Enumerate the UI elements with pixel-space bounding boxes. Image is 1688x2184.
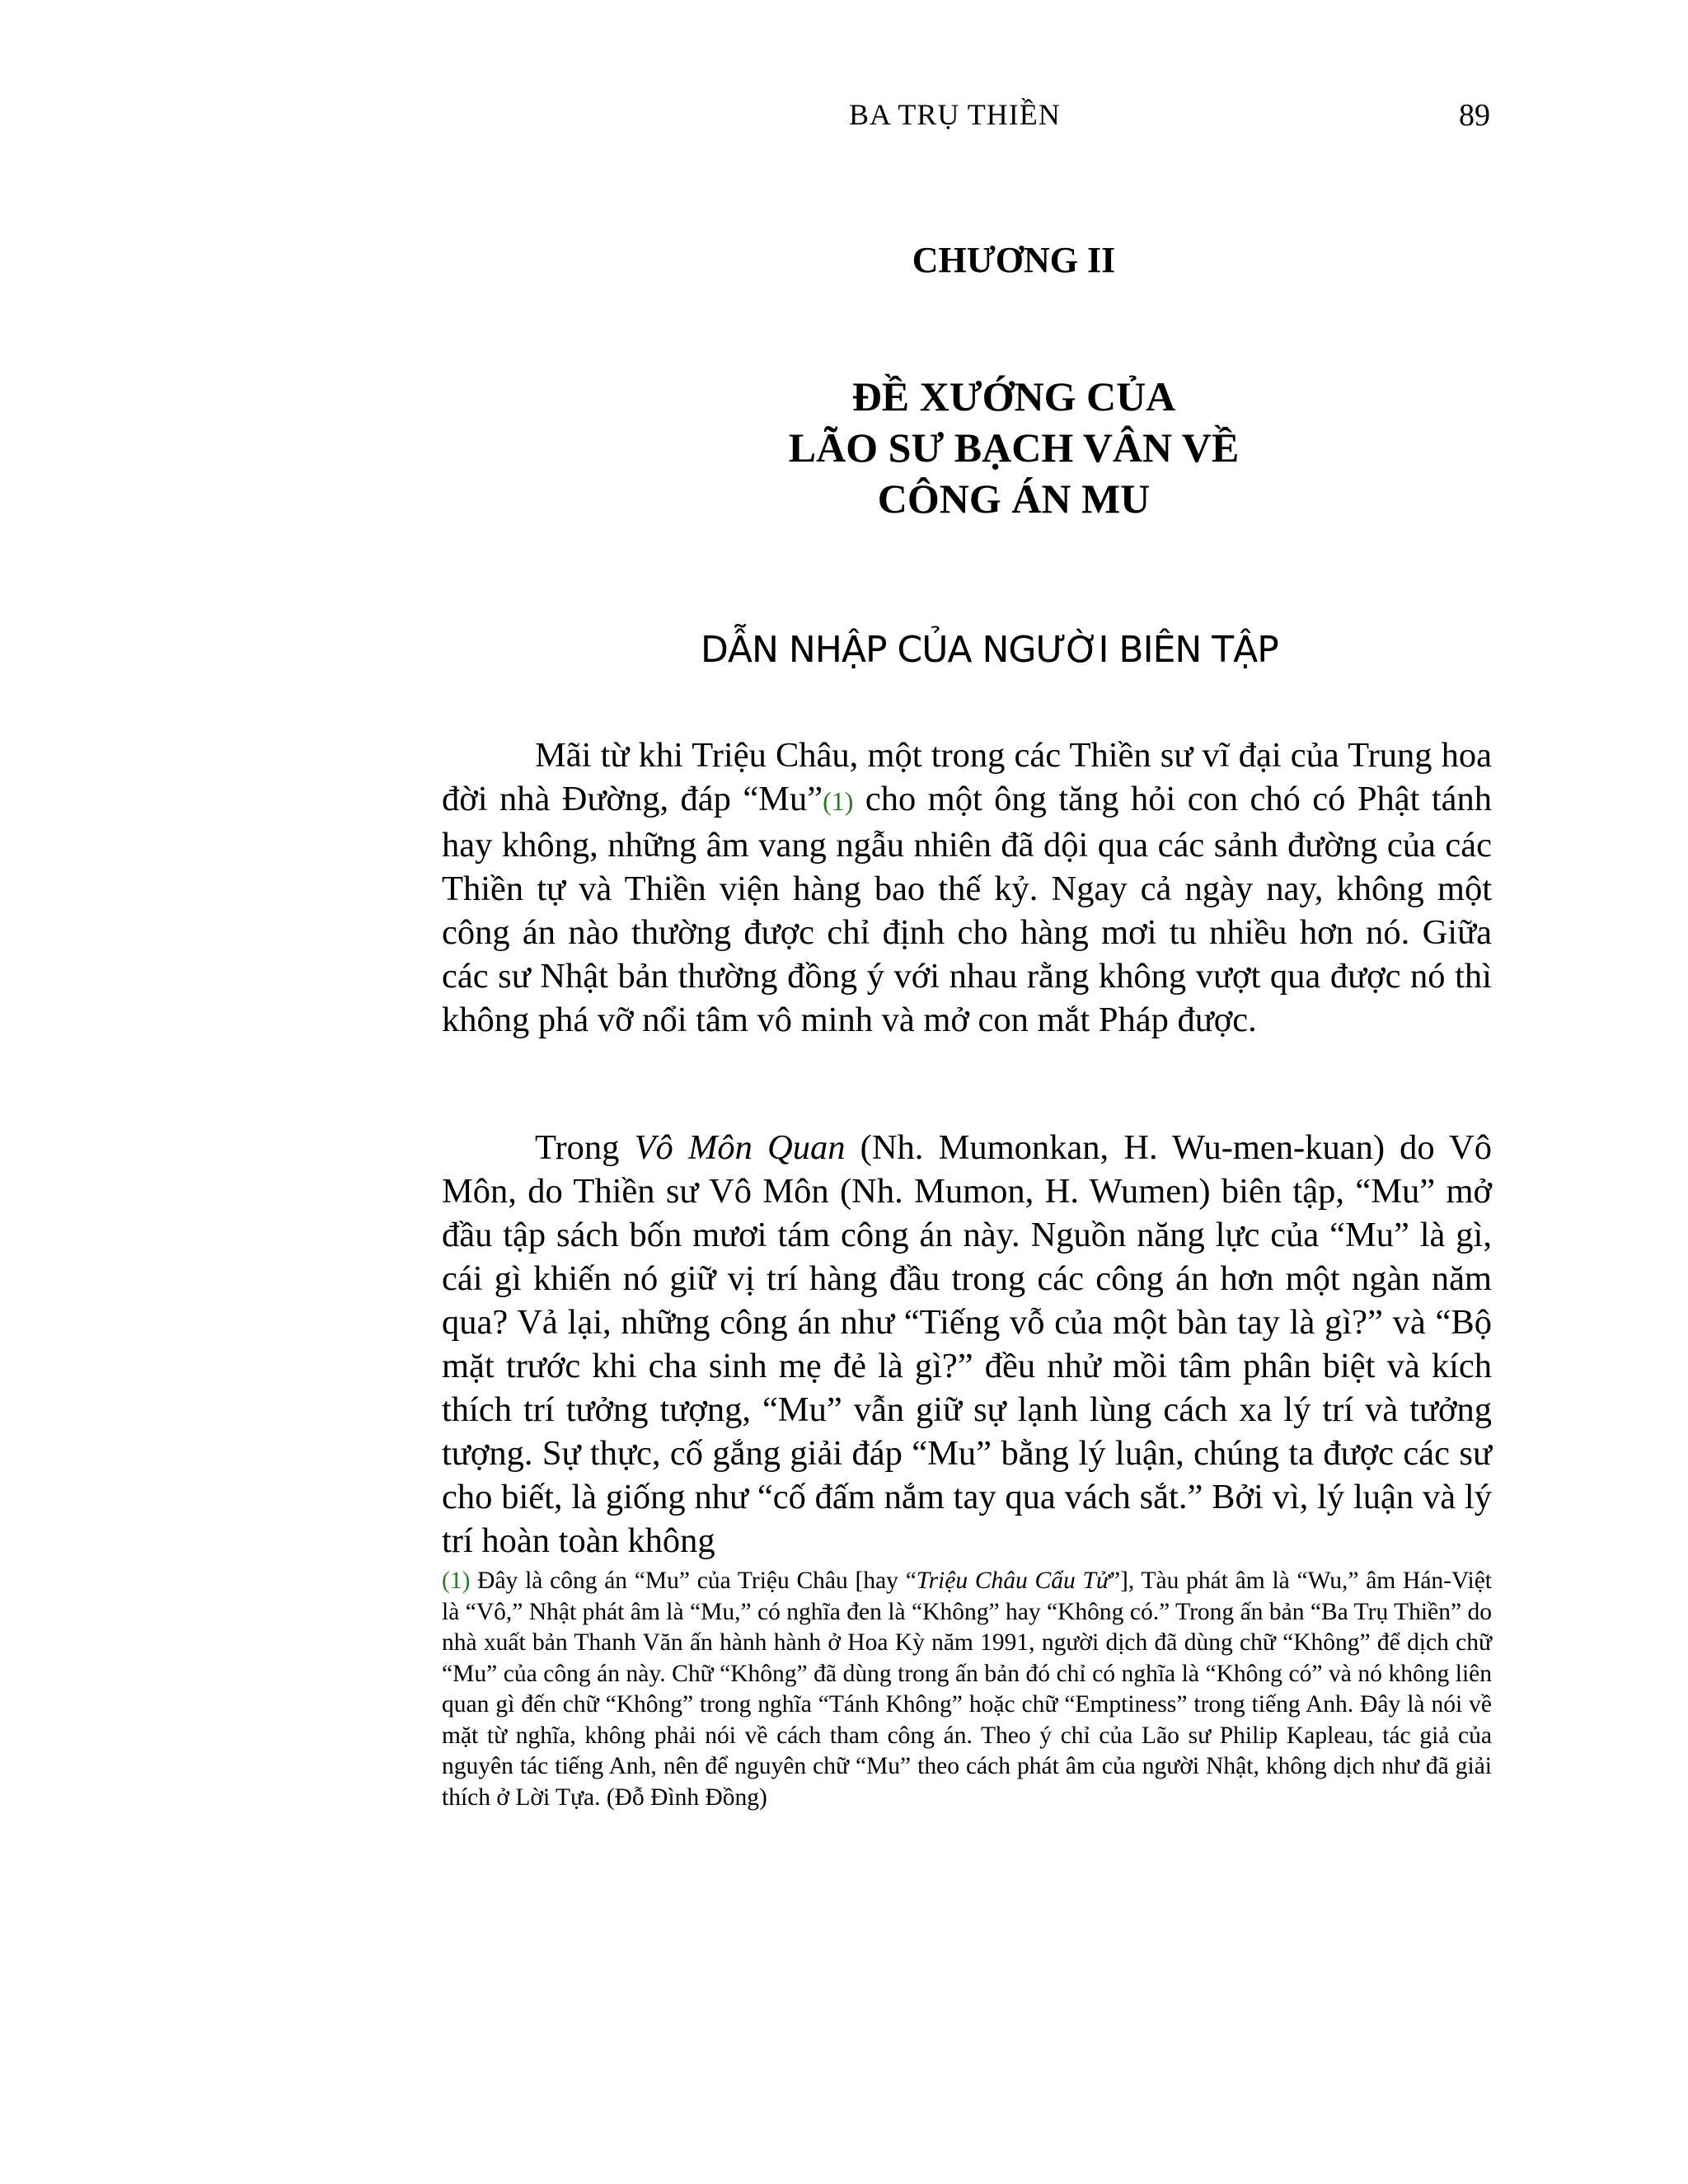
paragraph-text: cho một ông tăng hỏi con chó có Phật tánh hay không, những âm vang ngẫu nhiên đã dội qua các sảnh đường của các Thiền tự và Thiền viện hàng bao thế kỷ. Ngay cả ngày nay, không một công án nào thường được chỉ định cho hàng mơi tu nhiều hơn nó. Giữa các sư Nhật bản thường đồng ý với nhau rằng không vượt qua được nó thì không phá vỡ nổi tâm vô minh và mở con mắt Pháp được. [442,780,1493,1039]
page-number: 89 [1459,98,1490,133]
footnote-italic-title: Triệu Châu Cẩu Tử [916,1568,1109,1594]
footnote-reference[interactable]: (1) [823,786,854,816]
chapter-title-line: ĐỀ XƯỚNG CỦA [851,373,1176,419]
paragraph-text: Trong [535,1128,635,1167]
paragraph-text: (Nh. Mumonkan, H. Wu-men-kuan) do Vô Môn, do Thiền sư Vô Môn (Nh. Mumon, H. Wumen) biên tập, “Mu” mở đầu tập sách bốn mươi tám công án này. Nguồn năng lực của “Mu” là gì, cái gì khiến nó giữ vị trí hàng đầu trong các công án hơn một ngàn năm qua? Vả lại, những công án như “Tiếng vỗ của một bàn tay là gì?” và “Bộ mặt trước khi cha sinh mẹ đẻ là gì?” đều nhử mồi tâm phân biệt và kích thích trí tưởng tượng, “Mu” vẫn giữ sự lạnh lùng cách xa lý trí và tưởng tượng. Sự thực, cố gắng giải đáp “Mu” bằng lý luận, chúng ta được các sư cho biết, là giống như “cố đấm nắm tay qua vách sắt.” Bởi vì, lý luận và lý trí hoàn toàn không [442,1128,1493,1560]
section-heading: DẪN NHẬP CỦA NGƯỜI BIÊN TẬP [701,629,1278,671]
footnote-marker: (1) [442,1568,471,1594]
footnote-text: Đây là công án “Mu” của Triệu Châu [hay “ [470,1568,917,1594]
footnote-text: ”], Tàu phát âm là “Wu,” âm Hán-Việt là “Vô,” Nhật phát âm là “Mu,” có nghĩa đen là “Không” hay “Không có.” Trong ấn bản “Ba Trụ Thiền” do nhà xuất bản Thanh Văn ấn hành hành ở Hoa Kỳ năm 1991, người dịch đã dùng chữ “Không” để dịch chữ “Mu” của công án này. Chữ “Không” đã dùng trong ấn bản đó chỉ có nghĩa là “Không có” và nó không liên quan gì đến chữ “Không” trong nghĩa “Tánh Không” hoặc chữ “Emptiness” trong tiếng Anh. Đây là nói về mặt từ nghĩa, không phải nói về cách tham công án. Theo ý chỉ của Lão sư Philip Kapleau, tác giả của nguyên tác tiếng Anh, nên để nguyên chữ “Mu” theo cách phát âm của người Nhật, không dịch như đã giải thích ở Lời Tựa. (Đỗ Đình Đồng) [442,1568,1493,1811]
running-head-title: BA TRỤ THIỀN [849,98,1061,131]
chapter-title-line: LÃO SƯ BẠCH VÂN VỀ [788,424,1240,471]
chapter-title-line: CÔNG ÁN MU [877,476,1151,522]
book-title: Vô Môn Quan [634,1128,846,1167]
footnote [442,1566,1492,1813]
paragraph-1 [442,733,1492,1042]
chapter-label: CHƯƠNG II [912,240,1116,280]
paragraph-2 [442,1126,1492,1563]
paragraph-text: Mãi từ khi Triệu Châu, một trong các Thiền sư vĩ đại của Trung hoa đời nhà Đường, đáp “Mu” [442,736,1492,818]
chapter-title [0,371,1688,524]
